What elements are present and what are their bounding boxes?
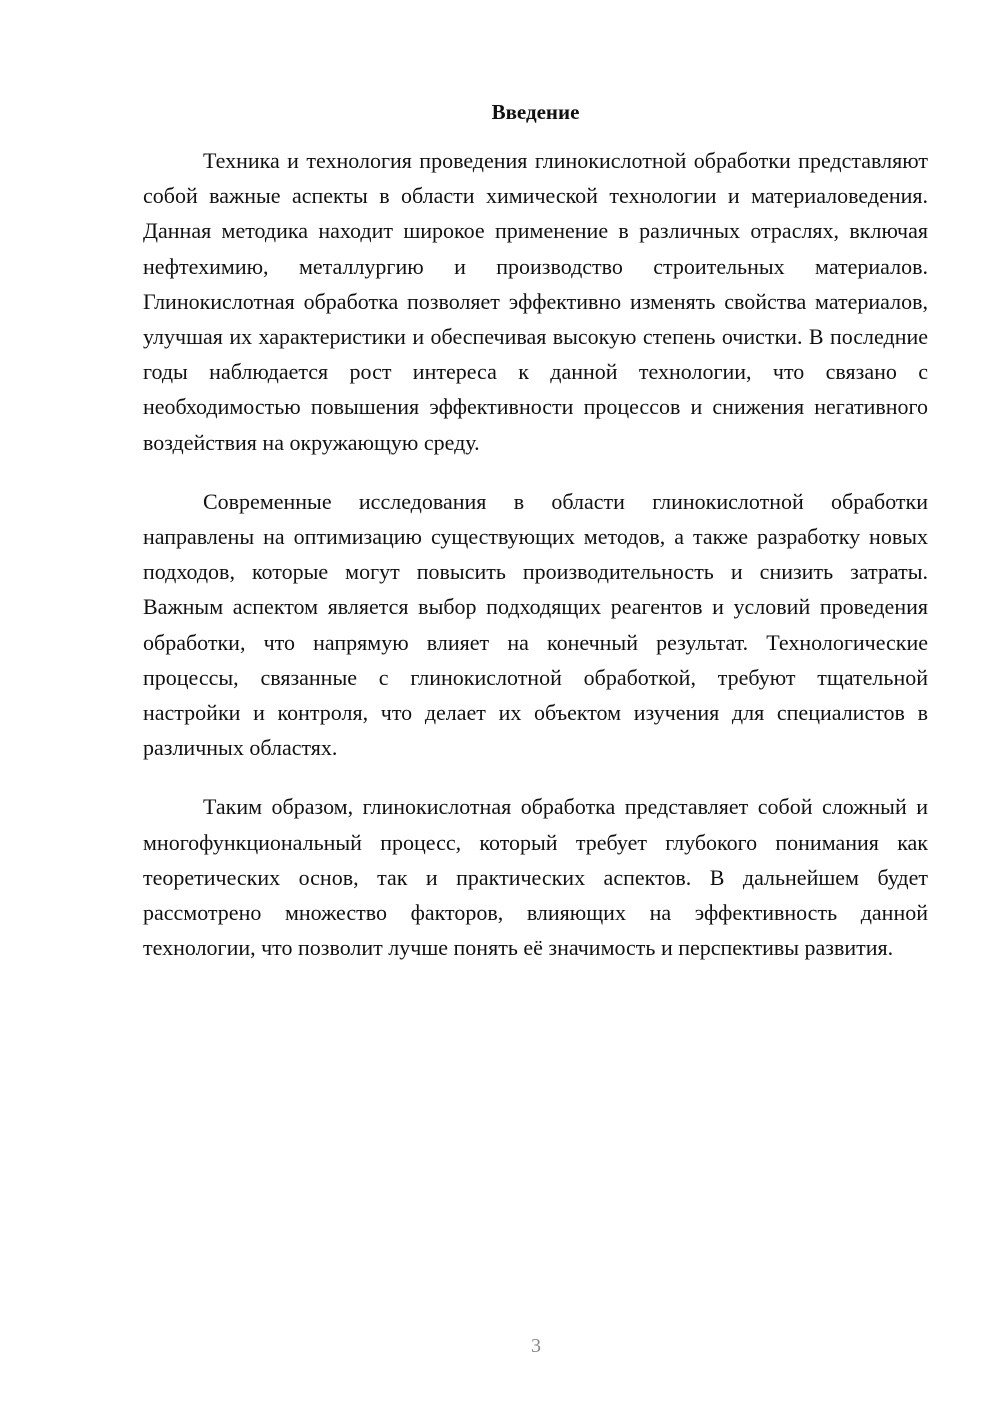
body-text: [143, 143, 928, 989]
paragraph-1: Техника и технология проведения глинокислотной обработки представляют собой важные аспекты в области химической технологии и материаловедения. Данная методика находит широкое применение в различных отраслях, включая нефтехимию, металлургию и производство строительных материалов. Глинокислотная обработка позволяет эффективно изменять свойства материалов, улучшая их характеристики и обеспечивая высокую степень очистки. В последние годы наблюдается рост интереса к данной технологии, что связано с необходимостью повышения эффективности процессов и снижения негативного воздействия на окружающую среду.: [143, 148, 928, 455]
page-number: 3: [531, 1335, 541, 1357]
paragraph-2: Современные исследования в области глинокислотной обработки направлены на оптимизацию существующих методов, а также разработку новых подходов, которые могут повысить производительность и снизить затраты. Важным аспектом является выбор подходящих реагентов и условий проведения обработки, что напрямую влияет на конечный результат. Технологические процессы, связанные с глинокислотной обработкой, требуют тщательной настройки и контроля, что делает их объектом изучения для специалистов в различных областях.: [143, 488, 928, 761]
section-heading: Введение: [491, 100, 580, 124]
paragraph-3: Таким образом, глинокислотная обработка представляет собой сложный и многофункциональный процесс, который требует глубокого понимания как теоретических основ, так и практических аспектов. В дальнейшем будет рассмотрено множество факторов, влияющих на эффективность данной технологии, что позволит лучше понять её значимость и перспективы развития.: [143, 794, 928, 961]
